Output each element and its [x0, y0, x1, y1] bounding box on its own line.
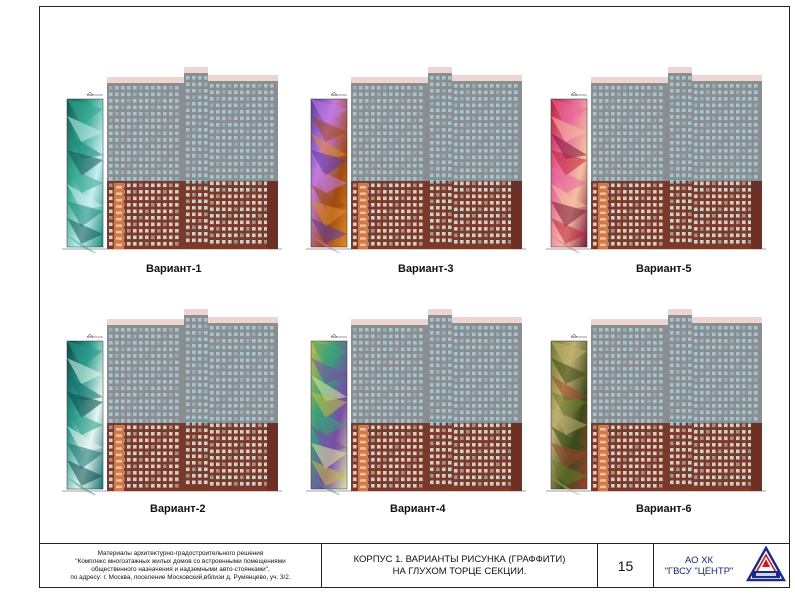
- company-line: АО ХК: [684, 555, 714, 566]
- mural-yellow-green-multicolor: [311, 341, 347, 495]
- variant-label: Вариант-3: [398, 263, 454, 275]
- variant-label: Вариант-6: [636, 503, 692, 515]
- variant-label: Вариант-1: [146, 263, 202, 275]
- building-elevation: [62, 305, 282, 495]
- company-line: "ГВСУ "ЦЕНТР": [664, 566, 734, 577]
- mural-purple-orange-crystal: [311, 99, 347, 253]
- building-elevation: [306, 305, 526, 495]
- building-elevation: [546, 305, 766, 495]
- mural-red-pink-crystal: [551, 99, 587, 253]
- variant-label: Вариант-4: [390, 503, 446, 515]
- mural-teal-wave: [67, 341, 103, 495]
- variant-label: Вариант-2: [150, 503, 206, 515]
- description-line: "Комплекс многоэтажных жилых домов со встроенными помещениями: [75, 558, 286, 565]
- building-elevation: [306, 63, 526, 253]
- building-elevation: [62, 63, 282, 253]
- drawing-sheet: [39, 6, 790, 588]
- mural-green-blue-abstract: [67, 99, 103, 253]
- building-elevation: [546, 63, 766, 253]
- description-line: по адресу: г. Москва, поселение Московский,вблизи д. Румянцево, уч. 3/2.: [70, 574, 291, 581]
- title-block: [40, 543, 789, 588]
- description-line: Материалы архитектурно-градостроительного решения: [97, 550, 264, 557]
- sheet-title-line: НА ГЛУХОМ ТОРЦЕ СЕКЦИИ.: [392, 566, 527, 577]
- page-number: 15: [598, 544, 654, 588]
- gvsu-center-logo-icon: [744, 544, 788, 588]
- description-line: общественного назначения и надземными авто-стоянками",: [91, 566, 270, 573]
- project-description: [40, 544, 322, 588]
- company-name: [654, 544, 744, 588]
- sheet-title: [322, 544, 598, 588]
- mural-jungle-scene: [551, 341, 587, 495]
- sheet-title-line: КОРПУС 1. ВАРИАНТЫ РИСУНКА (ГРАФФИТИ): [353, 554, 566, 565]
- variant-label: Вариант-5: [636, 263, 692, 275]
